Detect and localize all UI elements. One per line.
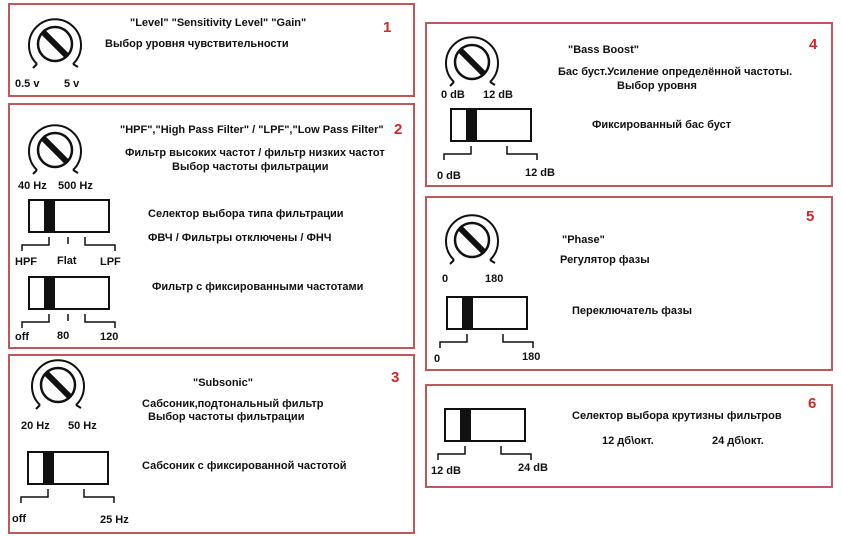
slope-desc: Селектор выбора крутизны фильтров xyxy=(572,410,782,422)
filter-selector-desc-2: ФВЧ / Фильтры отключены / ФНЧ xyxy=(148,232,332,244)
phase-switch-desc: Переключатель фазы xyxy=(572,305,693,317)
knob-icon xyxy=(17,112,93,180)
position-label-hpf: HPF xyxy=(15,256,37,268)
phase-max-label: 180 xyxy=(485,273,504,285)
subsonic-title: "Subsonic" xyxy=(193,377,253,389)
subsonic-desc-1: Сабсоник,подтональный фильтр xyxy=(142,398,324,410)
knob-icon xyxy=(434,24,510,92)
bass-fixed-0db-label: 0 dB xyxy=(437,170,461,182)
position-label-flat: Flat xyxy=(57,255,77,267)
position-label-120: 120 xyxy=(100,331,119,343)
panel-number-2: 2 xyxy=(394,121,403,138)
phase-knob[interactable] xyxy=(434,202,510,273)
level-desc: Выбор уровня чувствительности xyxy=(105,38,289,50)
slide-switch-icon xyxy=(18,451,128,507)
phase-switch[interactable] xyxy=(437,296,547,355)
bass-title: "Bass Boost" xyxy=(568,44,639,56)
level-min-label: 0.5 v xyxy=(15,78,40,90)
subsonic-off-label: off xyxy=(12,513,27,525)
filter-selector-desc: Селектор выбора типа фильтрации xyxy=(148,208,344,220)
panel-number-6: 6 xyxy=(808,395,817,412)
slide-switch-icon xyxy=(435,408,545,464)
knob-icon xyxy=(20,347,96,415)
filter-title: "HPF","High Pass Filter" / "LPF","Low Pass Filter" xyxy=(120,124,384,136)
panel-number-5: 5 xyxy=(806,208,815,225)
filter-fixed-switch[interactable] xyxy=(19,276,129,335)
subsonic-max-label: 50 Hz xyxy=(68,420,97,432)
slope-option-12: 12 дб\окт. xyxy=(602,435,654,447)
filter-type-switch[interactable] xyxy=(19,199,129,258)
slide-switch-icon xyxy=(441,108,551,164)
subsonic-25hz-label: 25 Hz xyxy=(100,514,129,526)
position-label-80: 80 xyxy=(57,330,70,342)
level-knob[interactable] xyxy=(17,6,93,77)
phase-switch-0-label: 0 xyxy=(434,353,441,365)
subsonic-fixed-switch[interactable] xyxy=(18,451,128,510)
slide-switch-icon xyxy=(437,296,547,352)
filter-desc-1: Фильтр высоких частот / фильтр низких частот xyxy=(125,147,385,159)
panel-number-1: 1 xyxy=(383,19,392,36)
slide-switch-icon xyxy=(19,199,129,255)
phase-min-label: 0 xyxy=(442,273,449,285)
slide-switch-icon xyxy=(19,276,129,332)
slope-12db-label: 12 dB xyxy=(431,465,461,477)
phase-desc: Регулятор фазы xyxy=(560,254,650,266)
panel-number-3: 3 xyxy=(391,369,400,386)
bass-fixed-desc: Фиксированный бас буст xyxy=(592,119,732,131)
knob-icon xyxy=(434,202,510,270)
position-label-lpf: LPF xyxy=(100,256,121,268)
filter-fixed-desc: Фильтр с фиксированными частотами xyxy=(152,281,364,293)
bass-desc-2: Выбор уровня xyxy=(617,80,697,92)
filter-max-label: 500 Hz xyxy=(58,180,93,192)
bass-max-label: 12 dB xyxy=(483,89,513,101)
slope-24db-label: 24 dB xyxy=(518,462,548,474)
level-title: "Level" "Sensitivity Level" "Gain" xyxy=(130,17,307,29)
knob-icon xyxy=(17,6,93,74)
filter-desc-2: Выбор частоты фильтрации xyxy=(172,161,329,173)
slope-option-24: 24 дб\окт. xyxy=(712,435,764,447)
position-label-off: off xyxy=(15,331,30,343)
phase-title: "Phase" xyxy=(562,234,605,246)
filter-knob[interactable] xyxy=(17,112,93,183)
bass-fixed-switch[interactable] xyxy=(441,108,551,167)
level-max-label: 5 v xyxy=(64,78,80,90)
panel-number-4: 4 xyxy=(809,36,818,53)
subsonic-fixed-desc: Сабсоник с фиксированной частотой xyxy=(142,460,347,472)
bass-knob[interactable] xyxy=(434,24,510,95)
slope-switch[interactable] xyxy=(435,408,545,467)
subsonic-min-label: 20 Hz xyxy=(21,420,50,432)
subsonic-desc-2: Выбор частоты фильтрации xyxy=(148,411,305,423)
bass-min-label: 0 dB xyxy=(441,89,465,101)
bass-desc-1: Бас буст.Усиление определённой частоты. xyxy=(558,66,793,78)
subsonic-knob[interactable] xyxy=(20,347,96,418)
bass-fixed-12db-label: 12 dB xyxy=(525,167,555,179)
phase-switch-180-label: 180 xyxy=(522,351,541,363)
filter-min-label: 40 Hz xyxy=(18,180,47,192)
